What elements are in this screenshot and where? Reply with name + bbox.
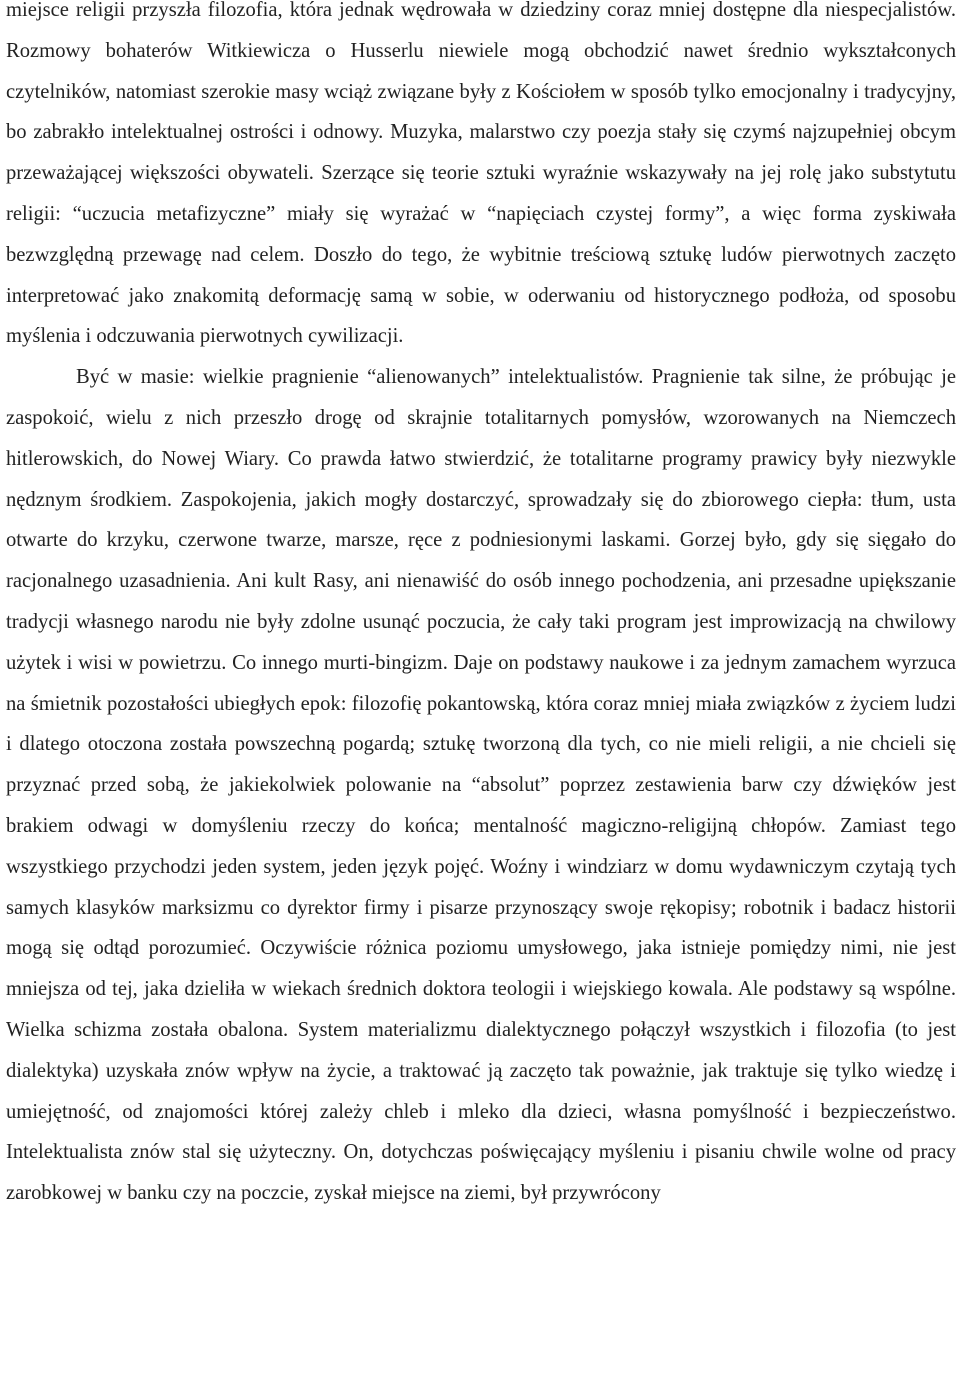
paragraph-1: miejsce religii przyszła filozofia, która jednak wędrowała w dziedziny coraz mniej dostępne dla niespecjalistów. Rozmowy bohaterów Witkiewicza o Husserlu niewiele mogą obchodzić nawet średnio wykształconych czytelników, natomiast szerokie masy wciąż związane były z Kościołem w sposób tylko emocjonalny i tradycyjny, bo zabrakło intelektualnej ostrości i odnowy. Muzyka, malarstwo czy poezja stały się czymś najzupełniej obcym przeważającej większości obywateli. Szerzące się teorie sztuki wyraźnie wskazywały na jej rolę jako substytutu religii: “uczucia metafizyczne” miały się wyrażać w “napięciach czystej formy”, a więc forma zyskiwała bezwzględną przewagę nad celem. Doszło do tego, że wybitnie treściową sztukę ludów pierwotnych zaczęto interpretować jako znakomitą deformację samą w sobie, w oderwaniu od historycznego podłoża, od sposobu myślenia i odczuwania pierwotnych cywilizacji. bbox=[6, 0, 956, 348]
paragraph-2: Być w masie: wielkie pragnienie “alienowanych” intelektualistów. Pragnienie tak silne, że próbując je zaspokoić, wielu z nich przeszło drogę od skrajnie totalitarnych pomysłów, wzorowanych na Niemczech hitlerowskich, do Nowej Wiary. Co prawda łatwo stwierdzić, że totalitarne programy prawicy były niezwykle nędznym środkiem. Zaspokojenia, jakich mogły dostarczyć, sprowadzały się do zbiorowego ciepła: tłum, usta otwarte do krzyku, czerwone twarze, marsze, ręce z podniesionymi laskami. Gorzej było, gdy się sięgało do racjonalnego uzasadnienia. Ani kult Rasy, ani nienawiść do osób innego pochodzenia, ani przesadne upiększanie tradycji własnego narodu nie były zdolne usunąć poczucia, że cały taki program jest improwizacją na chwilowy użytek i wisi w powietrzu. Co innego murti-bingizm. Daje on podstawy naukowe i za jednym zamachem wyrzuca na śmietnik pozostałości ubiegłych epok: filozofię pokantowską, która coraz mniej miała związków z życiem ludzi i dlatego otoczona została powszechną pogardą; sztukę tworzoną dla tych, co nie mieli religii, a nie chcieli się przyznać przed sobą, że jakiekolwiek polowanie na “absolut” poprzez zestawienia barw czy dźwięków jest brakiem odwagi w domyśleniu rzeczy do końca; mentalność magiczno-religijną chłopów. Zamiast tego wszystkiego przychodzi jeden system, jeden język pojęć. Woźny i windziarz w domu wydawniczym czytają tych samych klasyków marksizmu co dyrektor firmy i pisarze przynoszący swoje rękopisy; robotnik i badacz historii mogą się odtąd porozumieć. Oczywiście różnica poziomu umysłowego, jaka istnieje pomiędzy nimi, nie jest mniejsza od tej, jaka dzieliła w wiekach średnich doktora teologii i wiejskiego kowala. Ale podstawy są wspólne. Wielka schizma została obalona. System materializmu dialektycznego połączył wszystkich i filozofia (to jest dialektyka) uzyskała znów wpływ na życie, a traktować ją zaczęto tak poważnie, jak traktuje się tylko wiedzę i umiejętność, od znajomości której zależy chleb i mleko dla dzieci, własna pomyślność i bezpieczeństwo. Intelektualista znów stal się użyteczny. On, dotychczas poświęcający myśleniu i pisaniu chwile wolne od pracy zarobkowej w banku czy na poczcie, zyskał miejsce na ziemi, był przywrócony bbox=[6, 366, 956, 1205]
document-page bbox=[6, 0, 956, 1214]
